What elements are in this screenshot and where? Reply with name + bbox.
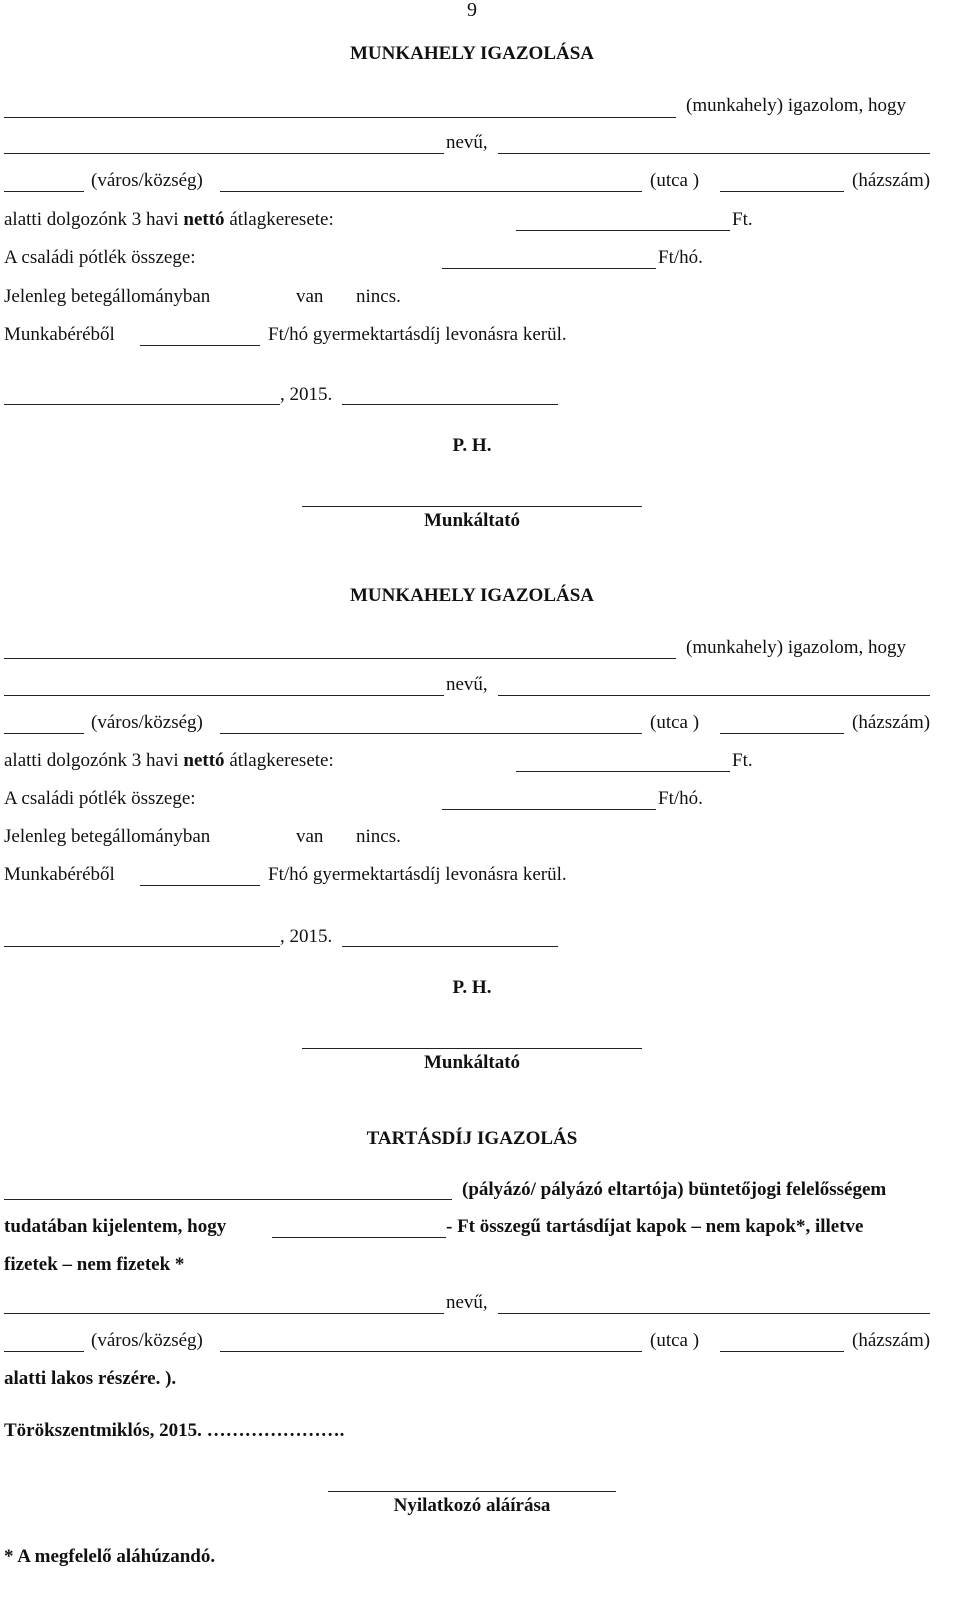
recipient-name-field[interactable] bbox=[4, 1313, 444, 1314]
street-field[interactable] bbox=[720, 191, 844, 192]
family-allowance-field[interactable] bbox=[442, 809, 656, 810]
place-date: Törökszentmiklós, 2015. …………………. bbox=[4, 1420, 345, 1441]
certificate-title: MUNKAHELY IGAZOLÁSA bbox=[349, 585, 595, 606]
city-field[interactable] bbox=[220, 733, 642, 734]
net-income-field[interactable] bbox=[516, 771, 730, 772]
named-label: nevű, bbox=[446, 1292, 488, 1313]
date-field[interactable] bbox=[342, 404, 558, 405]
support-amount-text: - Ft összegű tartásdíjat kapok – nem kapok*, illetve bbox=[446, 1216, 864, 1237]
employee-extra-field[interactable] bbox=[498, 153, 930, 154]
place-field[interactable] bbox=[4, 404, 280, 405]
house-number-label: (házszám) bbox=[852, 712, 931, 733]
city-field[interactable] bbox=[220, 191, 642, 192]
maintenance-title: TARTÁSDÍJ IGAZOLÁS bbox=[366, 1128, 578, 1149]
income-unit: Ft. bbox=[732, 209, 753, 230]
date-year: , 2015. bbox=[280, 926, 333, 947]
salary-label: Munkabéréből bbox=[4, 864, 115, 885]
employer-label: Munkáltató bbox=[423, 1052, 521, 1073]
child-support-amount-field[interactable] bbox=[140, 345, 260, 346]
postcode-field[interactable] bbox=[4, 191, 84, 192]
city-field[interactable] bbox=[220, 1351, 642, 1352]
signature-label: Nyilatkozó aláírása bbox=[393, 1495, 551, 1516]
house-number-label: (házszám) bbox=[852, 1330, 931, 1351]
child-support-text: Ft/hó gyermektartásdíj levonásra kerül. bbox=[268, 324, 567, 345]
named-label: nevű, bbox=[446, 132, 488, 153]
employer-signature-field[interactable] bbox=[302, 1048, 642, 1049]
employee-name-field[interactable] bbox=[4, 695, 444, 696]
child-support-text: Ft/hó gyermektartásdíj levonásra kerül. bbox=[268, 864, 567, 885]
employer-label: Munkáltató bbox=[423, 510, 521, 531]
seal-placeholder: P. H. bbox=[452, 977, 492, 998]
city-label: (város/község) bbox=[91, 712, 203, 733]
resident-text: alatti lakos részére. ). bbox=[4, 1368, 177, 1389]
street-label: (utca ) bbox=[650, 712, 700, 733]
workplace-field[interactable] bbox=[4, 658, 676, 659]
street-label: (utca ) bbox=[650, 1330, 700, 1351]
declarant-signature-field[interactable] bbox=[328, 1491, 616, 1492]
sick-leave-no-option[interactable]: nincs. bbox=[356, 826, 401, 847]
family-allowance-label: A családi pótlék összege: bbox=[4, 247, 196, 268]
city-label: (város/község) bbox=[91, 1330, 203, 1351]
liability-text: (pályázó/ pályázó eltartója) büntetőjogi felelősségem bbox=[462, 1179, 887, 1200]
family-allowance-unit: Ft/hó. bbox=[658, 247, 703, 268]
income-unit: Ft. bbox=[732, 750, 753, 771]
sick-leave-label: Jelenleg betegállományban bbox=[4, 826, 211, 847]
page-number: 9 bbox=[467, 0, 477, 21]
family-allowance-label: A családi pótlék összege: bbox=[4, 788, 196, 809]
certificate-title: MUNKAHELY IGAZOLÁSA bbox=[349, 43, 595, 64]
pay-option-text: fizetek – nem fizetek * bbox=[4, 1254, 185, 1275]
city-label: (város/község) bbox=[91, 170, 203, 191]
footnote: * A megfelelő aláhúzandó. bbox=[4, 1546, 216, 1567]
employee-name-field[interactable] bbox=[4, 153, 444, 154]
street-label: (utca ) bbox=[650, 170, 700, 191]
date-field[interactable] bbox=[342, 946, 558, 947]
family-allowance-unit: Ft/hó. bbox=[658, 788, 703, 809]
declaration-text: tudatában kijelentem, hogy bbox=[4, 1216, 227, 1237]
net-income-label: alatti dolgozónk 3 havi nettó átlagkeresete: bbox=[4, 209, 334, 230]
sick-leave-no-option[interactable]: nincs. bbox=[356, 286, 401, 307]
postcode-field[interactable] bbox=[4, 1351, 84, 1352]
employee-extra-field[interactable] bbox=[498, 695, 930, 696]
certify-text: (munkahely) igazolom, hogy bbox=[686, 95, 907, 116]
support-amount-field[interactable] bbox=[272, 1237, 446, 1238]
street-field[interactable] bbox=[720, 733, 844, 734]
postcode-field[interactable] bbox=[4, 733, 84, 734]
sick-leave-yes-option[interactable]: van bbox=[296, 286, 324, 307]
recipient-extra-field[interactable] bbox=[498, 1313, 930, 1314]
family-allowance-field[interactable] bbox=[442, 268, 656, 269]
workplace-field[interactable] bbox=[4, 117, 676, 118]
applicant-name-field[interactable] bbox=[4, 1199, 452, 1200]
salary-label: Munkabéréből bbox=[4, 324, 115, 345]
net-income-label: alatti dolgozónk 3 havi nettó átlagkeresete: bbox=[4, 750, 334, 771]
named-label: nevű, bbox=[446, 674, 488, 695]
street-field[interactable] bbox=[720, 1351, 844, 1352]
place-field[interactable] bbox=[4, 946, 280, 947]
sick-leave-label: Jelenleg betegállományban bbox=[4, 286, 211, 307]
child-support-amount-field[interactable] bbox=[140, 885, 260, 886]
house-number-label: (házszám) bbox=[852, 170, 931, 191]
net-income-field[interactable] bbox=[516, 230, 730, 231]
date-year: , 2015. bbox=[280, 384, 333, 405]
sick-leave-yes-option[interactable]: van bbox=[296, 826, 324, 847]
employer-signature-field[interactable] bbox=[302, 506, 642, 507]
seal-placeholder: P. H. bbox=[452, 435, 492, 456]
certify-text: (munkahely) igazolom, hogy bbox=[686, 637, 907, 658]
